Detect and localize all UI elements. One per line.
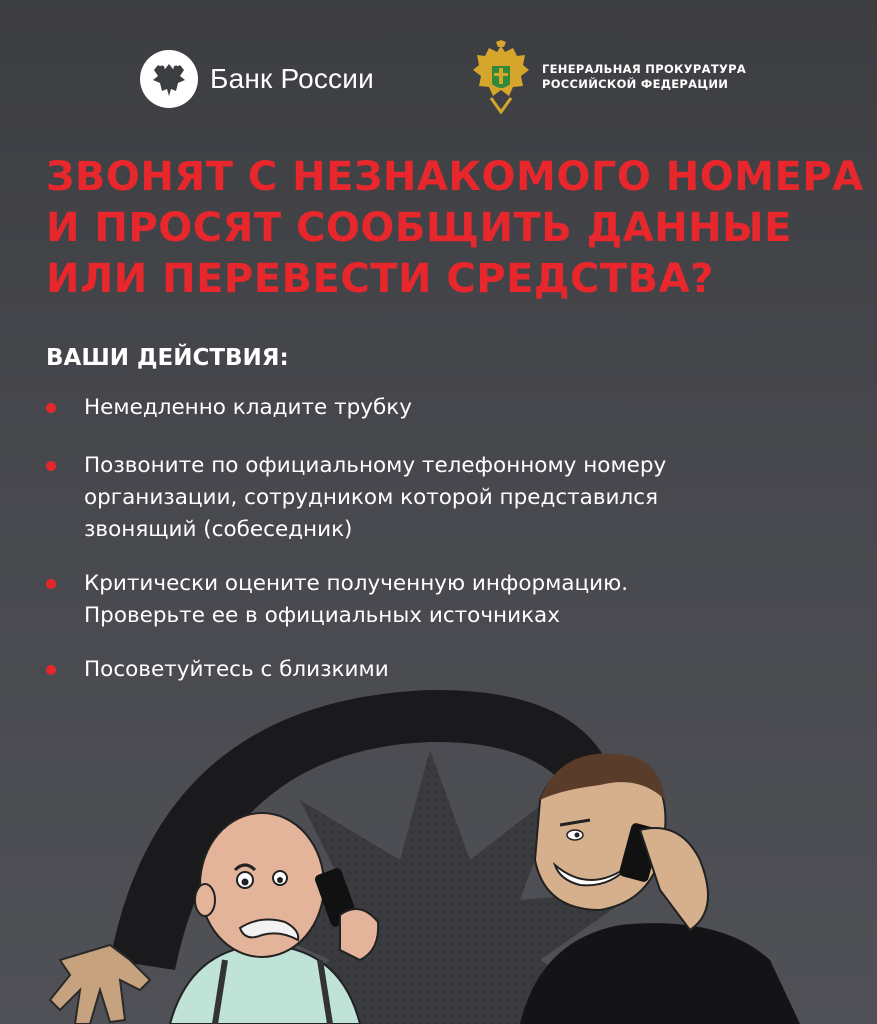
- prosecutor-office-name: [542, 62, 746, 92]
- bullet-icon: [46, 403, 56, 413]
- headline-line-2: И ПРОСЯТ СООБЩИТЬ ДАННЫЕ: [46, 205, 792, 251]
- headline-line-3: ИЛИ ПЕРЕВЕСТИ СРЕДСТВА?: [46, 256, 714, 302]
- headline: [46, 152, 864, 305]
- scammer-figure: [520, 753, 800, 1024]
- double-headed-eagle-icon: [140, 50, 198, 108]
- headline-line-1: ЗВОНЯТ С НЕЗНАКОМОГО НОМЕРА: [46, 154, 864, 200]
- action-text: Критически оцените полученную информацию. Проверьте ее в официальных источниках: [84, 571, 629, 628]
- prosecutor-office-logo: [468, 40, 746, 114]
- prosecutor-name-line1: ГЕНЕРАЛЬНАЯ ПРОКУРАТУРА: [542, 62, 747, 76]
- phone-scam-illustration: [0, 660, 877, 1024]
- action-text: Посоветуйтесь с близкими: [84, 657, 389, 682]
- action-text: Немедленно кладите трубку: [84, 395, 412, 420]
- prosecutor-emblem-icon: [468, 40, 534, 114]
- prosecutor-name-line2: РОССИЙСКОЙ ФЕДЕРАЦИИ: [542, 77, 729, 91]
- bullet-icon: [46, 461, 56, 471]
- bank-name: Банк России: [210, 63, 374, 94]
- action-text: Позвоните по официальному телефонному номеру организации, сотрудником которой представился звонящий (собеседник): [84, 453, 667, 542]
- bullet-icon: [46, 579, 56, 589]
- bank-of-russia-logo: [140, 50, 374, 108]
- actions-title: ВАШИ ДЕЙСТВИЯ:: [46, 345, 289, 371]
